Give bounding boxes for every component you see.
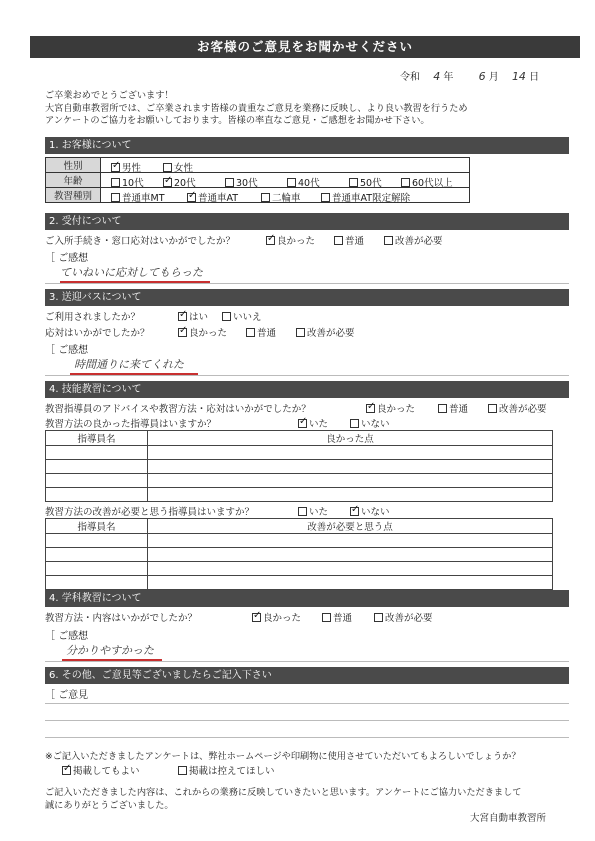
date-era: 令和	[400, 72, 420, 83]
checkbox-icon[interactable]	[334, 236, 343, 245]
checkbox-icon[interactable]	[187, 193, 196, 202]
bus-service-option[interactable]: 改善が必要	[296, 325, 355, 339]
intro-text	[45, 90, 575, 128]
checkbox-icon[interactable]	[349, 178, 358, 187]
academic-option[interactable]: 普通	[322, 610, 352, 624]
table-cell[interactable]	[46, 576, 148, 590]
reception-comment[interactable]: ていねいに応対してもらった	[60, 266, 203, 279]
skill-advice-option[interactable]: 普通	[438, 401, 468, 415]
publish-yes-option[interactable]: ✓掲載してもよい	[62, 763, 140, 777]
age-option[interactable]: 30代	[225, 175, 258, 189]
checkbox-icon[interactable]	[374, 613, 383, 622]
skill-question-good-instructor: 教習方法の良かった指導員はいますか？	[45, 419, 217, 430]
reception-comment-label: ［ ご感想	[45, 253, 89, 264]
bus-use-option[interactable]: ✓ はい	[178, 309, 208, 323]
date-year: 4	[433, 70, 441, 83]
age-option[interactable]: 60代以上	[401, 175, 453, 189]
date-day: 14	[511, 70, 526, 83]
customer-table	[45, 157, 470, 203]
course-option[interactable]: 二輪車	[261, 190, 301, 204]
table-cell[interactable]	[46, 474, 148, 488]
bus-comment-label: ［ ご感想	[45, 345, 89, 356]
improve-instructor-table	[45, 518, 553, 590]
improve-instructor-option[interactable]: いた	[298, 504, 328, 518]
section-customer-header: 1. お客様について	[45, 137, 569, 154]
date	[400, 68, 570, 83]
skill-advice-option[interactable]: 改善が必要	[488, 401, 547, 415]
divider	[45, 375, 569, 376]
gender-male-option[interactable]: ✓ 男性	[111, 160, 141, 174]
checkbox-icon[interactable]	[298, 507, 307, 516]
checkbox-icon[interactable]	[163, 178, 172, 187]
table-cell[interactable]	[148, 548, 553, 562]
academic-comment-label: ［ ご感想	[45, 631, 89, 642]
table-cell[interactable]	[148, 562, 553, 576]
date-year-unit: 年	[443, 72, 454, 83]
date-day-unit: 日	[529, 72, 540, 83]
divider	[45, 283, 569, 284]
checkbox-icon[interactable]	[111, 193, 120, 202]
checkbox-icon[interactable]	[401, 178, 410, 187]
checkbox-icon[interactable]	[438, 404, 447, 413]
good-points-header: 良かった点	[148, 431, 553, 446]
other-opinion-label: ［ ご意見	[45, 690, 89, 701]
section-other-header: 6. その他、ご意見等ございましたらご記入下さい	[45, 667, 569, 684]
course-option[interactable]: 普通車AT限定解除	[321, 190, 410, 204]
closing-line: 誠にありがとうございました。	[45, 800, 174, 811]
intro-line: ご卒業おめでとうございます！	[45, 90, 174, 101]
age-option[interactable]: 50代	[349, 175, 382, 189]
checkbox-icon[interactable]	[246, 328, 255, 337]
table-cell[interactable]	[46, 488, 148, 502]
intro-line: アンケートのご協力をお願いしております。皆様の率直なご意見・ご感想をお聞かせ下さい。	[45, 115, 430, 126]
opinion-line[interactable]	[45, 720, 569, 721]
school-name: 大宮自動車教習所	[470, 813, 547, 824]
section-skill-header: 4. 技能教習について	[45, 381, 569, 398]
checkbox-icon[interactable]	[62, 766, 71, 775]
bus-question-use: ご利用されましたか？	[45, 312, 141, 323]
academic-option[interactable]: 改善が必要	[374, 610, 433, 624]
bus-service-option[interactable]: 普通	[246, 325, 276, 339]
checkbox-icon[interactable]	[111, 163, 120, 172]
closing-text	[45, 786, 575, 812]
checkbox-icon[interactable]	[225, 178, 234, 187]
intro-line: 大宮自動車教習所では、ご卒業されます皆様の貴重なご意見を業務に反映し、より良い教習を行うため	[45, 102, 468, 114]
opinion-line[interactable]	[45, 737, 569, 738]
divider	[45, 661, 569, 662]
date-month-unit: 月	[488, 72, 499, 83]
good-instructor-table	[45, 430, 553, 502]
improve-instructor-option[interactable]: ✓ いない	[350, 504, 390, 518]
good-instructor-option[interactable]: いない	[350, 416, 390, 430]
skill-advice-option[interactable]: ✓ 良かった	[366, 401, 415, 415]
reception-option[interactable]: 改善が必要	[384, 233, 443, 247]
checkbox-icon[interactable]	[178, 766, 187, 775]
reception-option[interactable]: ✓ 良かった	[266, 233, 315, 247]
checkbox-icon[interactable]	[296, 328, 305, 337]
bus-use-option[interactable]: いいえ	[222, 309, 262, 323]
gender-female-option[interactable]: 女性	[163, 160, 193, 174]
checkbox-icon[interactable]	[178, 312, 187, 321]
table-cell[interactable]	[148, 576, 553, 590]
reception-question: ご入所手続き・窓口応対はいかがでしたか？	[45, 236, 236, 247]
improve-points-header: 改善が必要と思う点	[148, 519, 553, 534]
bus-question-service: 応対はいかがでしたか？	[45, 328, 150, 339]
reception-option[interactable]: 普通	[334, 233, 364, 247]
academic-option[interactable]: ✓ 良かった	[252, 610, 301, 624]
checkbox-icon[interactable]	[163, 163, 172, 172]
publish-question: ※ご記入いただきましたアンケートは、弊社ホームページや印刷物に使用させていただいてもよろしいでしょうか？	[45, 751, 521, 762]
bus-service-option[interactable]: ✓ 良かった	[178, 325, 227, 339]
checkbox-icon[interactable]	[266, 236, 275, 245]
table-cell[interactable]	[46, 446, 148, 460]
checkbox-icon[interactable]	[287, 178, 296, 187]
instructor-name-header: 指導員名	[46, 431, 148, 446]
checkbox-icon[interactable]	[261, 193, 270, 202]
gender-label: 性別	[46, 158, 101, 173]
checkbox-icon[interactable]	[321, 193, 330, 202]
opinion-line[interactable]	[45, 703, 569, 704]
table-cell[interactable]	[46, 460, 148, 474]
skill-question-advice: 教習指導員のアドバイスや教習方法・応対はいかがでしたか？	[45, 404, 311, 415]
table-cell[interactable]	[148, 488, 553, 502]
age-option[interactable]: 40代	[287, 175, 320, 189]
age-option[interactable]: ✓ 20代	[163, 175, 196, 189]
table-cell[interactable]	[46, 548, 148, 562]
section-bus-header: 3. 送迎バスについて	[45, 289, 569, 306]
checkbox-icon[interactable]	[252, 613, 261, 622]
skill-question-improve-instructor: 教習方法の改善が必要と思う指導員はいますか？	[45, 507, 255, 518]
page-title: お客様のご意見をお聞かせください	[30, 36, 580, 58]
section-reception-header: 2. 受付について	[45, 213, 569, 230]
table-cell[interactable]	[148, 474, 553, 488]
closing-line: ご記入いただきました内容は、これからの業務に反映していきたいと思います。アンケートにご協力いただきまして	[45, 787, 522, 798]
instructor-name-header: 指導員名	[46, 519, 148, 534]
course-option[interactable]: ✓ 普通車AT	[187, 190, 238, 204]
academic-question: 教習方法・内容はいかがでしたか？	[45, 613, 198, 624]
age-option[interactable]: 10代	[111, 175, 144, 189]
academic-comment[interactable]: 分かりやすかった	[66, 644, 154, 657]
publish-no-option[interactable]: 掲載は控えてほしい	[178, 763, 275, 777]
checkbox-icon[interactable]	[322, 613, 331, 622]
age-label: 年齢	[46, 173, 101, 188]
bus-comment[interactable]: 時間通りに来てくれた	[74, 358, 184, 371]
table-cell[interactable]	[148, 460, 553, 474]
table-cell[interactable]	[148, 534, 553, 548]
section-academic-header: 4. 学科教習について	[45, 590, 569, 607]
checkbox-icon[interactable]	[350, 419, 359, 428]
checkbox-icon[interactable]	[298, 419, 307, 428]
checkbox-icon[interactable]	[222, 312, 231, 321]
table-cell[interactable]	[148, 446, 553, 460]
date-month: 6	[478, 70, 486, 83]
checkbox-icon[interactable]	[366, 404, 375, 413]
table-cell[interactable]	[46, 562, 148, 576]
checkbox-icon[interactable]	[384, 236, 393, 245]
checkbox-icon[interactable]	[178, 328, 187, 337]
good-instructor-option[interactable]: ✓ いた	[298, 416, 328, 430]
course-option[interactable]: 普通車MT	[111, 190, 165, 204]
course-label: 教習種別	[46, 188, 101, 203]
checkbox-icon[interactable]	[488, 404, 497, 413]
table-cell[interactable]	[46, 534, 148, 548]
checkbox-icon[interactable]	[350, 507, 359, 516]
checkbox-icon[interactable]	[111, 178, 120, 187]
